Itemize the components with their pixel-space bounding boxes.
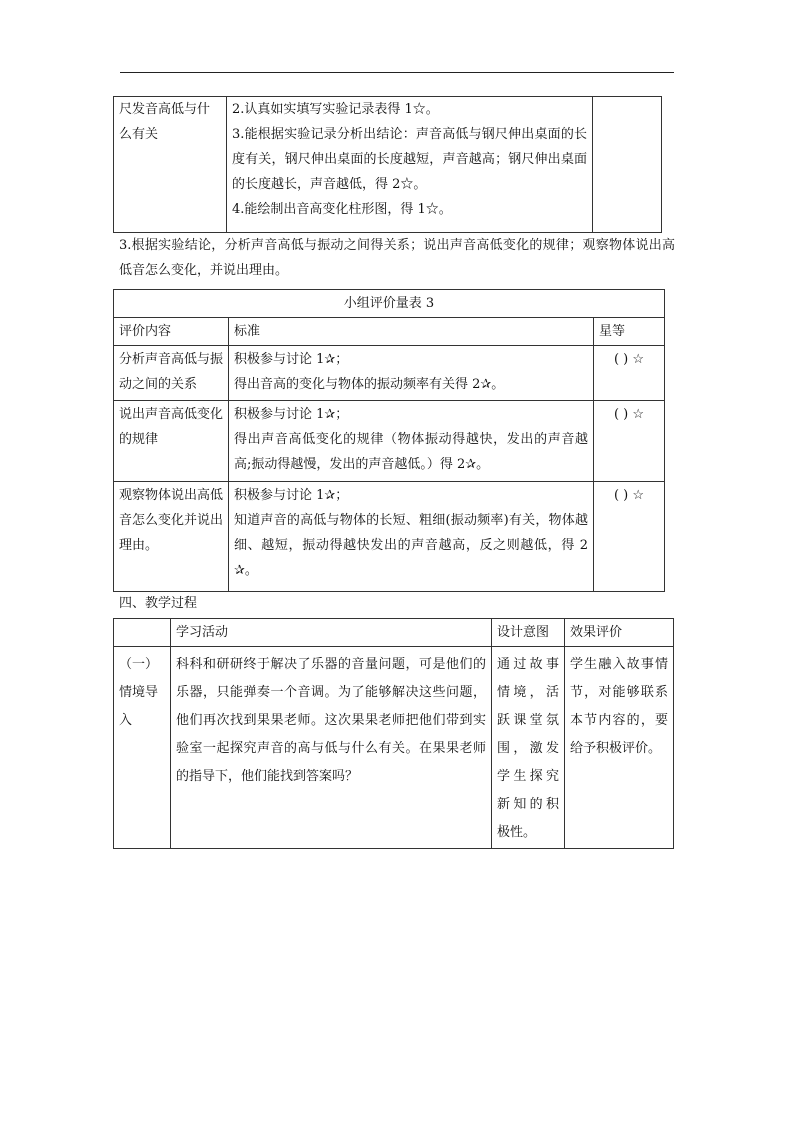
stage-cell: （一）情境导入 (114, 647, 171, 849)
column-header: 设计意图 (492, 619, 565, 647)
section-heading: 四、教学过程 (119, 596, 198, 611)
table-row (114, 97, 662, 233)
teaching-process-table (113, 618, 674, 849)
evaluation-content: 观察物体说出高低音怎么变化并说出理由。 (114, 482, 229, 592)
paragraph-3: 3.根据实验结论，分析声音高低与振动之间得关系；说出声音高低变化的规律；观察物体说出高低音怎么变化，并说出理由。 (119, 238, 675, 278)
evaluation-content: 分析声音高低与振动之间的关系 (114, 346, 229, 401)
column-header: 星等 (594, 318, 665, 346)
table-row (114, 346, 665, 401)
column-header: 效果评价 (565, 619, 674, 647)
table-row (114, 647, 674, 849)
empty-cell (593, 97, 662, 233)
column-header (114, 619, 171, 647)
standard-line: 积极参与讨论 1✰； (234, 352, 349, 367)
activity-cell: 科科和研研终于解决了乐器的音量问题，可是他们的乐器，只能弹奏一个音调。为了能够解决这些问题，他们再次找到果果老师。这次果果老师把他们带到实验室一起探究声音的高与低与什么有关。在果果老师的指导下，他们能找到答案吗？ (171, 647, 492, 849)
column-header: 评价内容 (114, 318, 229, 346)
column-header: 学习活动 (171, 619, 492, 647)
evaluation-standard (229, 401, 594, 482)
group-evaluation-table (113, 289, 665, 592)
criterion-item: 3.能根据实验记录分析出结论：声音高低与钢尺伸出桌面的长度有关，钢尺伸出桌面的长度越短，声音越高；钢尺伸出桌面的长度越长，声音越低，得 2☆。 (232, 127, 587, 192)
criteria-cell (227, 97, 593, 233)
evaluation-cell: 学生融入故事情节，对能够联系本节内容的，要给予积极评价。 (565, 647, 674, 849)
star-rating: ( ) ☆ (594, 401, 665, 482)
standard-line: 知道声音的高低与物体的长短、粗细(振动频率)有关，物体越细、越短，振动得越快发出的声音越高，反之则越低，得 2✰。 (234, 513, 588, 578)
table-header-row (114, 619, 674, 647)
standard-line: 积极参与讨论 1✰； (234, 407, 349, 422)
standard-line: 得出声音高低变化的规律（物体振动得越快，发出的声音越高;振动得越慢，发出的声音越低。）得 2✰。 (234, 432, 588, 472)
criterion-item: 4.能绘制出音高变化柱形图，得 1☆。 (232, 202, 452, 217)
standard-line: 积极参与讨论 1✰； (234, 488, 349, 503)
star-rating: ( ) ☆ (594, 346, 665, 401)
table-title: 小组评价量表 3 (114, 290, 665, 318)
intent-cell: 通过故事情境，活跃课堂氛围，激发学生探究新知的积极性。 (492, 647, 565, 849)
criterion-item: 2.认真如实填写实验记录表得 1☆。 (232, 102, 439, 117)
table-title-row (114, 290, 665, 318)
table-row (114, 401, 665, 482)
experiment-criteria-table (113, 96, 662, 233)
header-rule (120, 72, 674, 73)
table-row (114, 482, 665, 592)
evaluation-content: 说出声音高低变化的规律 (114, 401, 229, 482)
star-rating: ( ) ☆ (594, 482, 665, 592)
evaluation-standard (229, 346, 594, 401)
table-header-row (114, 318, 665, 346)
task-cell: 尺发音高低与什么有关 (114, 97, 227, 233)
evaluation-standard (229, 482, 594, 592)
column-header: 标准 (229, 318, 594, 346)
standard-line: 得出音高的变化与物体的振动频率有关得 2✰。 (234, 377, 505, 392)
